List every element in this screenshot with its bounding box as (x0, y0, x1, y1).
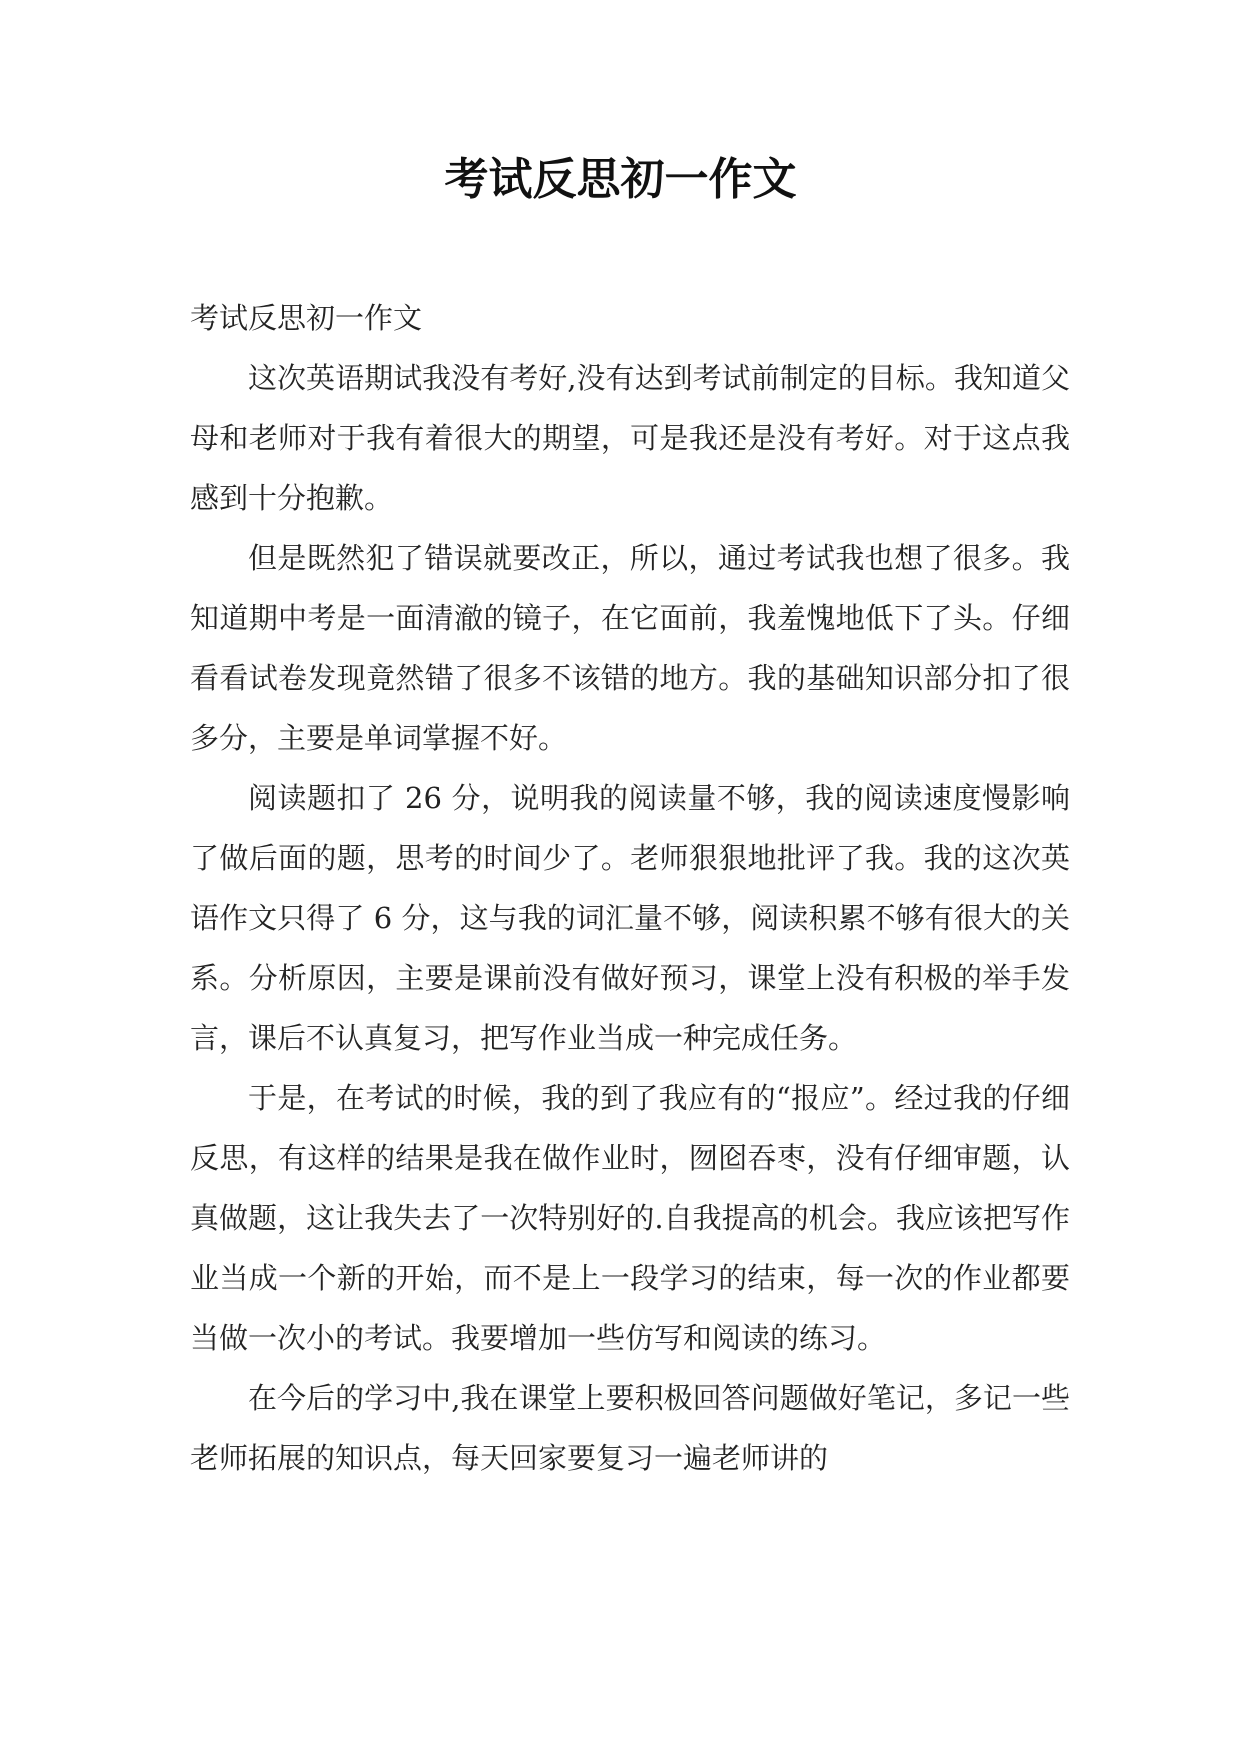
paragraph: 但是既然犯了错误就要改正，所以，通过考试我也想了很多。我知道期中考是一面清澈的镜子，在它面前，我羞愧地低下了头。仔细看看试卷发现竟然错了很多不该错的地方。我的基础知识部分扣了很多分，主要是单词掌握不好。 (190, 541, 1070, 755)
paragraph: 在今后的学习中,我在课堂上要积极回答问题做好笔记，多记一些老师拓展的知识点，每天回家要复习一遍老师讲的 (190, 1381, 1070, 1475)
document-body (190, 288, 1070, 1488)
paragraph: 这次英语期试我没有考好,没有达到考试前制定的目标。我知道父母和老师对于我有着很大的期望，可是我还是没有考好。对于这点我感到十分抱歉。 (190, 361, 1070, 515)
document-title: 考试反思初一作文 (444, 154, 797, 205)
paragraph-subtitle: 考试反思初一作文 (190, 301, 423, 335)
paragraph: 于是，在考试的时候，我的到了我应有的“报应”。经过我的仔细反思，有这样的结果是我在做作业时，囫囵吞枣，没有仔细审题，认真做题，这让我失去了一次特别好的.自我提高的机会。我应该把写作业当成一个新的开始，而不是上一段学习的结束，每一次的作业都要当做一次小的考试。我要增加一些仿写和阅读的练习。 (190, 1081, 1070, 1355)
paragraph: 阅读题扣了 26 分，说明我的阅读量不够，我的阅读速度慢影响了做后面的题，思考的时间少了。老师狠狠地批评了我。我的这次英语作文只得了 6 分，这与我的词汇量不够，阅读积累不够有很大的关系。分析原因，主要是课前没有做好预习，课堂上没有积极的举手发言，课后不认真复习，把写作业当成一种完成任务。 (190, 781, 1070, 1055)
